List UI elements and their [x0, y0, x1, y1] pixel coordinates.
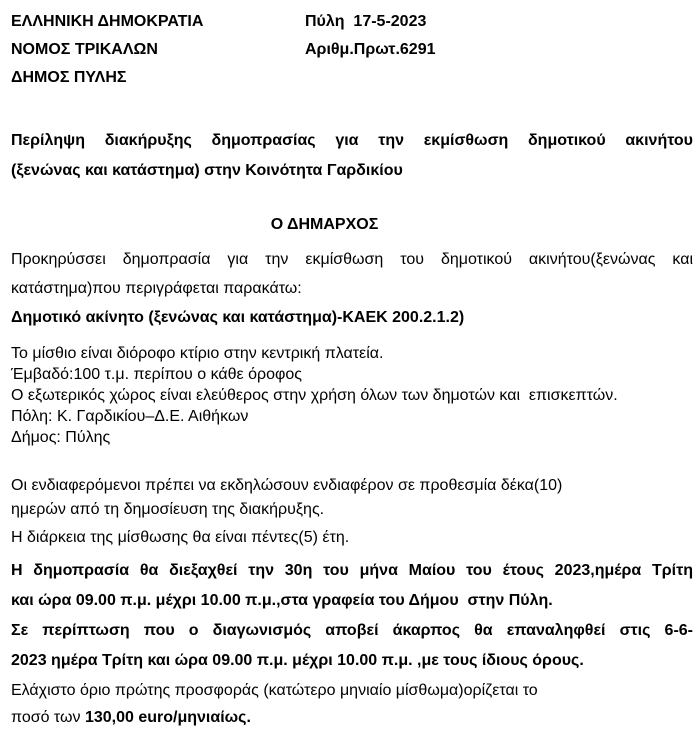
- issuer-country-line: ΕΛΛΗΝΙΚΗ ΔΗΜΟΚΡΑΤΙΑ: [11, 13, 204, 30]
- property-detail-building: Το μίσθιο είναι διόροφο κτίριο στην κεντρική πλατεία.: [11, 345, 384, 362]
- paragraph-minimum-bid-line-1: Ελάχιστο όριο πρώτης προσφοράς (κατώτερο μηνιαίο μίσθωμα)ορίζεται το: [11, 682, 538, 699]
- property-title: Δημοτικό ακίνητο (ξενώνας και κατάστημα)-ΚΑΕΚ 200.2.1.2): [11, 309, 465, 326]
- document-title-line-1: Περίληψη διακήρυξης δημοπρασίας για την εκμίσθωση δημοτικού ακινήτου: [11, 132, 693, 149]
- paragraph-repeat-auction-line-2: 2023 ημέρα Τρίτη και ώρα 09.00 π.μ. μέχρι 10.00 π.μ. ,με τους ίδιους όρους.: [11, 652, 584, 669]
- document-title: [11, 126, 693, 186]
- minimum-bid-prefix: ποσό των: [11, 709, 85, 726]
- paragraph-minimum-bid-line-2: [11, 704, 693, 731]
- paragraph-auction-line-1: Η δημοπρασία θα διεξαχθεί την 30η του μήνα Μαίου του έτους 2023,ημέρα Τρίτη: [11, 562, 693, 579]
- paragraph-intro: [11, 245, 693, 303]
- property-detail-area: Έμβαδό:100 τ.μ. περίπου ο κάθε όροφος: [11, 366, 302, 383]
- paragraph-intro-line-2: κατάστημα)που περιγράφεται παρακάτω:: [11, 280, 302, 297]
- paragraph-minimum-bid: [11, 677, 693, 731]
- paragraph-duration: Η διάρκεια της μίσθωσης θα είναι πέντες(5) έτη.: [11, 529, 350, 546]
- place-date-line: Πύλη 17-5-2023: [305, 13, 427, 30]
- paragraph-interest-line-1: Οι ενδιαφερόμενοι πρέπει να εκδηλώσουν ενδιαφέρον σε προθεσμία δέκα(10): [11, 477, 563, 494]
- paragraph-repeat-auction-line-1: Σε περίπτωση που ο διαγωνισμός αποβεί άκαρπος θα επαναληφθεί στις 6-6-: [11, 622, 693, 639]
- paragraph-interest-line-2: ημερών από τη δημοσίευση της διακήρυξης.: [11, 501, 325, 518]
- issuer-prefecture-line: ΝΟΜΟΣ ΤΡΙΚΑΛΩΝ: [11, 41, 158, 58]
- minimum-bid-amount: 130,00 euro/μηνιαίως.: [84, 709, 251, 726]
- document-title-line-2: (ξενώνας και κατάστημα) στην Κοινότητα Γαρδικίου: [11, 162, 403, 179]
- property-detail-municipality: Δήμος: Πύλης: [11, 429, 111, 446]
- section-heading-mayor: Ο ΔΗΜΑΡΧΟΣ: [270, 216, 379, 233]
- issuer-municipality-line: ΔΗΜΟΣ ΠΥΛΗΣ: [11, 69, 127, 86]
- property-detail-town: Πόλη: Κ. Γαρδικίου–Δ.Ε. Αιθήκων: [11, 408, 249, 425]
- header-left-column: [11, 8, 305, 92]
- paragraph-auction-terms: [11, 556, 693, 676]
- header-right-column: [305, 8, 693, 92]
- protocol-number-line: Αριθμ.Πρωτ.6291: [305, 41, 436, 58]
- document-header: [11, 8, 693, 92]
- paragraph-intro-line-1: Προκηρύσσει δημοπρασία για την εκμίσθωση του δημοτικού ακινήτου(ξενώνας και: [11, 251, 693, 268]
- property-details: [11, 343, 693, 448]
- property-detail-exterior: Ο εξωτερικός χώρος είναι ελεύθερος στην χρήση όλων των δημοτών και επισκεπτών.: [11, 387, 618, 404]
- paragraph-interest: [11, 474, 693, 522]
- paragraph-auction-line-2: και ώρα 09.00 π.μ. μέχρι 10.00 π.μ.,στα γραφεία του Δήμου στην Πύλη.: [11, 592, 553, 609]
